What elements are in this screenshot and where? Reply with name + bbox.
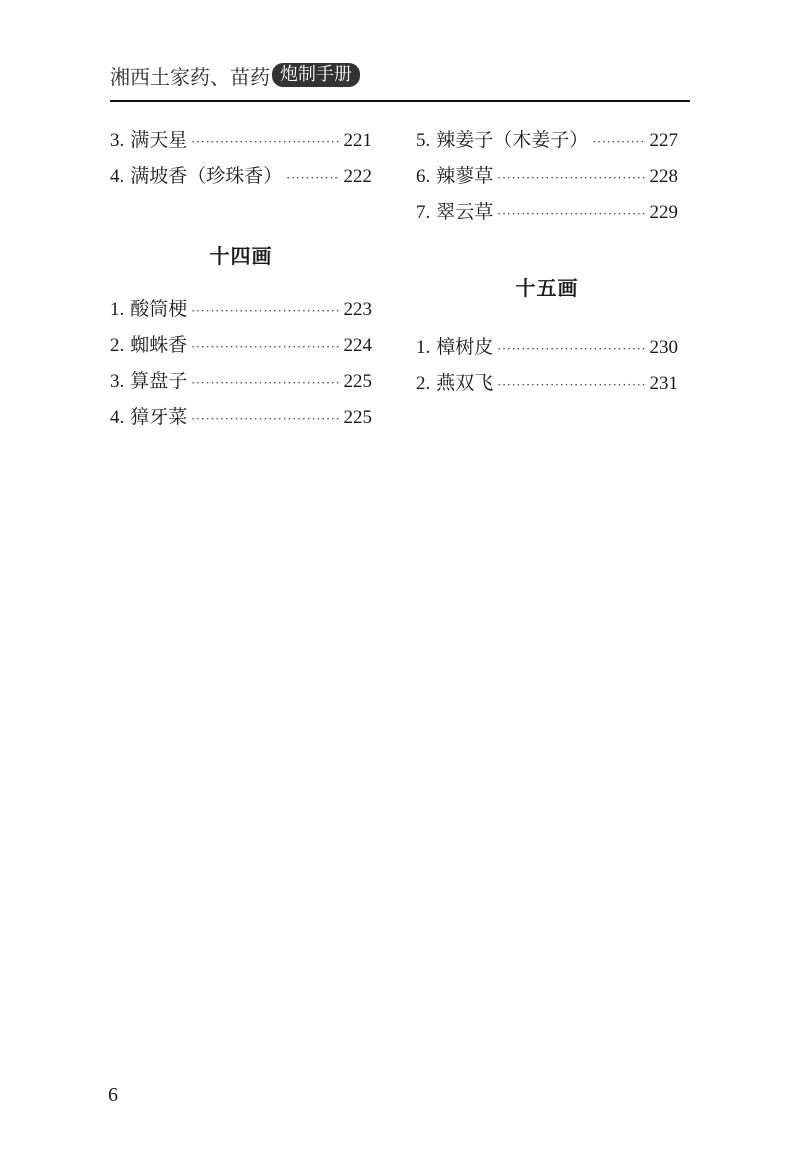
- toc-left-column: [110, 122, 372, 435]
- toc-entry-label: [416, 365, 493, 402]
- dot-leader: [497, 160, 645, 196]
- toc-entry-label: [110, 399, 187, 436]
- toc-entry-label: [110, 158, 282, 195]
- toc-entry-number: 5.: [416, 130, 431, 151]
- toc-entry-page: 228: [649, 166, 678, 187]
- dot-leader: [592, 124, 645, 160]
- toc-entry[interactable]: [110, 291, 372, 327]
- toc-entry-name: 翠云草: [436, 201, 494, 223]
- toc-entry-name: 燕双飞: [436, 372, 494, 394]
- toc-entry-page: 230: [649, 337, 678, 358]
- dot-leader: [191, 124, 339, 160]
- toc-entry-name: 满天星: [130, 129, 188, 151]
- toc-entry-name: 樟树皮: [436, 336, 494, 358]
- toc-entry-label: [416, 158, 493, 195]
- toc-entry-page: 231: [649, 373, 678, 394]
- toc-entry-label: [110, 122, 187, 159]
- toc-entry[interactable]: [416, 365, 678, 401]
- toc-entry-name: 蜘蛛香: [130, 334, 188, 356]
- dot-leader: [497, 367, 645, 403]
- toc-entry-number: 3.: [110, 130, 125, 151]
- dot-leader: [191, 401, 339, 437]
- toc-entry-label: [416, 194, 493, 231]
- toc-entry-label: [110, 291, 187, 328]
- toc-entry-number: 1.: [416, 337, 431, 358]
- toc-entry[interactable]: [110, 158, 372, 194]
- toc-entry[interactable]: [110, 327, 372, 363]
- toc-entry-number: 4.: [110, 166, 125, 187]
- toc-entry-page: 229: [649, 202, 678, 223]
- toc-entry-page: 224: [343, 335, 372, 356]
- header-highlight-badge: 炮制手册: [272, 63, 360, 87]
- toc-entry-page: 221: [343, 130, 372, 151]
- header-title: 湘西土家药、苗药: [110, 64, 270, 89]
- toc-entry-label: [110, 327, 187, 364]
- section-title-fifteen-strokes: 十五画: [515, 276, 579, 300]
- toc-right-column: [416, 122, 678, 401]
- dot-leader: [191, 293, 339, 329]
- toc-entry-name: 满坡香（珍珠香）: [130, 165, 283, 187]
- toc-entry-label: [416, 329, 493, 366]
- toc-entry[interactable]: [416, 158, 678, 194]
- toc-entry[interactable]: [416, 194, 678, 230]
- dot-leader: [191, 329, 339, 365]
- dot-leader: [191, 365, 339, 401]
- toc-entry-page: 225: [343, 371, 372, 392]
- toc-entry-page: 227: [649, 130, 678, 151]
- toc-entry[interactable]: [416, 329, 678, 365]
- toc-entry[interactable]: [110, 363, 372, 399]
- toc-entry-number: 4.: [110, 407, 125, 428]
- toc-entry-name: 酸筒梗: [130, 298, 188, 320]
- toc-entry-name: 辣姜子（木姜子）: [436, 129, 589, 151]
- toc-entry-name: 辣蓼草: [436, 165, 494, 187]
- toc-entry[interactable]: [110, 399, 372, 435]
- dot-leader: [497, 196, 645, 232]
- toc-entry-number: 6.: [416, 166, 431, 187]
- toc-entry[interactable]: [416, 122, 678, 158]
- section-title-fourteen-strokes: 十四画: [209, 244, 273, 268]
- page-number: 6: [108, 1084, 118, 1106]
- toc-entry-number: 1.: [110, 299, 125, 320]
- toc-entry-number: 2.: [416, 373, 431, 394]
- dot-leader: [497, 331, 645, 367]
- dot-leader: [286, 160, 339, 196]
- toc-entry-name: 算盘子: [130, 370, 188, 392]
- toc-entry-page: 223: [343, 299, 372, 320]
- running-header: [110, 60, 710, 90]
- header-rule: [110, 100, 690, 102]
- toc-entry-number: 7.: [416, 202, 431, 223]
- toc-entry-label: [416, 122, 588, 159]
- toc-entry-number: 3.: [110, 371, 125, 392]
- toc-entry-page: 222: [343, 166, 372, 187]
- toc-entry-name: 獐牙菜: [130, 406, 188, 428]
- toc-entry[interactable]: [110, 122, 372, 158]
- toc-entry-number: 2.: [110, 335, 125, 356]
- toc-entry-label: [110, 363, 187, 400]
- toc-entry-page: 225: [343, 407, 372, 428]
